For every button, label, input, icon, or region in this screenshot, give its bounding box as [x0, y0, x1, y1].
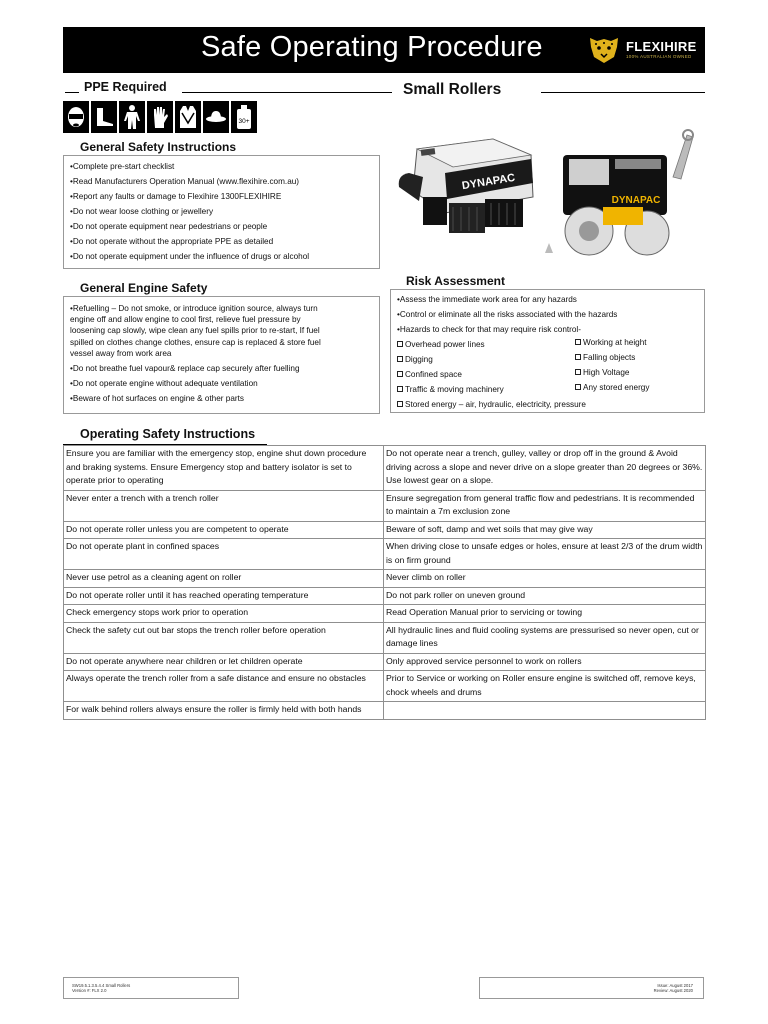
risk-item: •Hazards to check for that may require risk control-	[397, 325, 581, 334]
checkbox-icon	[575, 354, 581, 360]
leopard-head-icon	[587, 35, 621, 65]
face-shield-icon	[63, 101, 89, 133]
hazard-item: Falling objects	[575, 350, 649, 365]
equipment-rule	[541, 92, 705, 93]
table-row	[64, 539, 706, 570]
hazard-item: High Voltage	[575, 365, 649, 380]
table-row	[64, 490, 706, 521]
instruction-cell-left: Do not operate plant in confined spaces	[64, 539, 384, 570]
hazard-item: Digging	[397, 352, 586, 367]
table-row	[64, 605, 706, 623]
flexihire-logo	[581, 27, 705, 73]
document-code: SW19.5.1.3.5.4.4 Small Rollers	[72, 983, 131, 988]
instruction-cell-left: Never use petrol as a cleaning agent on roller	[64, 570, 384, 588]
safety-boots-icon	[91, 101, 117, 133]
instruction-cell-left: Do not operate roller until it has reached operating temperature	[64, 587, 384, 605]
footer-document-info	[63, 977, 239, 999]
footer-dates	[479, 977, 704, 999]
instruction-cell-right: Do not operate near a trench, gulley, valley or drop off in the ground & Avoid driving across a slope and never drive on a slope greater than 20 degrees or 36%. Use lowest gear on a slope.	[384, 446, 706, 491]
instruction-cell-right: When driving close to unsafe edges or holes, ensure at least 2/3 of the drum width is on firm ground	[384, 539, 706, 570]
checkbox-icon	[575, 369, 581, 375]
hazard-list-right	[575, 335, 649, 395]
walk-behind-roller-image	[545, 130, 693, 255]
general-safety-box	[63, 155, 380, 269]
gloves-icon	[147, 101, 173, 133]
engine-safety-box	[63, 296, 380, 414]
table-row	[64, 702, 706, 720]
instruction-cell-left: Check the safety cut out bar stops the trench roller before operation	[64, 622, 384, 653]
sunscreen-label: 30+	[238, 118, 250, 125]
refuelling-line: loosening cap slowly, wipe clean any fuel spills prior to re-start, If fuel	[70, 326, 320, 336]
instruction-cell-right: Never climb on roller	[384, 570, 706, 588]
instruction-cell-right	[384, 702, 706, 720]
instruction-cell-left: Always operate the trench roller from a safe distance and ensure no obstacles	[64, 671, 384, 702]
instruction-cell-right: Ensure segregation from general traffic flow and pedestrians. It is recommended to maintain a 7m exclusion zone	[384, 490, 706, 521]
checkbox-icon	[397, 371, 403, 377]
instruction-cell-right: Beware of soft, damp and wet soils that may give way	[384, 521, 706, 539]
page-title: Safe Operating Procedure	[201, 31, 543, 63]
sunscreen-icon	[231, 101, 257, 133]
refuelling-line: spilled on clothes change clothes, ensure cap is replaced & store fuel	[70, 337, 321, 347]
coveralls-icon	[119, 101, 145, 133]
refuelling-line: engine off and allow engine to cool first, relieve fuel pressure by	[70, 315, 301, 325]
table-row	[64, 653, 706, 671]
risk-item: •Control or eliminate all the risks associated with the hazards	[397, 310, 618, 319]
risk-title: Risk Assessment	[406, 274, 505, 288]
general-safety-item: •Do not operate without the appropriate PPE as detailed	[70, 237, 274, 246]
hi-vis-vest-icon	[175, 101, 201, 133]
hazard-item: Stored energy – air, hydraulic, electricity, pressure	[397, 397, 586, 412]
review-date: Review: August 2020	[653, 988, 693, 993]
ppe-icon-row	[63, 101, 257, 133]
issue-date: Issue: August 2017	[657, 983, 693, 988]
table-row	[64, 587, 706, 605]
refuelling-line: vessel away from work area	[70, 348, 172, 358]
checkbox-icon	[397, 401, 403, 407]
instruction-cell-left: Do not operate anywhere near children or let children operate	[64, 653, 384, 671]
operating-title: Operating Safety Instructions	[80, 427, 256, 441]
instruction-cell-left: For walk behind rollers always ensure the roller is firmly held with both hands	[64, 702, 384, 720]
risk-item: •Assess the immediate work area for any hazards	[397, 295, 577, 304]
hat-icon	[203, 101, 229, 133]
instruction-cell-right: Prior to Service or working on Roller ensure engine is switched off, remove keys, chock wheels and drums	[384, 671, 706, 702]
general-safety-item: •Complete pre-start checklist	[70, 162, 175, 171]
document-version: Version #: FLX 2.0	[72, 988, 107, 993]
trench-roller-brand: DYNAPAC	[461, 171, 516, 193]
hazard-item: Any stored energy	[575, 380, 649, 395]
instruction-cell-right: All hydraulic lines and fluid cooling systems are pressurised so never open, cut or damage lines	[384, 622, 706, 653]
checkbox-icon	[575, 384, 581, 390]
small-rollers-photo	[393, 127, 715, 270]
general-safety-item: •Do not wear loose clothing or jewellery	[70, 207, 214, 216]
checkbox-icon	[575, 339, 581, 345]
ppe-rule-left	[65, 92, 79, 93]
instruction-cell-right: Do not park roller on uneven ground	[384, 587, 706, 605]
walk-behind-roller-brand: DYNAPAC	[611, 195, 661, 206]
hazard-item: Working at height	[575, 335, 649, 350]
table-row	[64, 521, 706, 539]
ppe-title: PPE Required	[84, 80, 167, 94]
table-row	[64, 570, 706, 588]
refuelling-line: •Refuelling – Do not smoke, or introduce ignition source, always turn	[70, 304, 318, 313]
ppe-rule-right	[182, 92, 392, 93]
table-row	[64, 446, 706, 491]
hazard-list-left	[397, 337, 586, 412]
hazard-item: Traffic & moving machinery	[397, 382, 586, 397]
logo-tagline: 100% AUSTRALIAN OWNED	[626, 54, 692, 60]
checkbox-icon	[397, 386, 403, 392]
logo-name: FLEXIHIRE	[626, 39, 697, 55]
hazard-item: Overhead power lines	[397, 337, 586, 352]
engine-safety-item: •Do not breathe fuel vapour& replace cap securely after fuelling	[70, 364, 300, 374]
general-safety-item: •Do not operate equipment under the influence of drugs or alcohol	[70, 252, 310, 261]
engine-safety-item: •Do not operate engine without adequate ventilation	[70, 379, 258, 389]
instruction-cell-left: Do not operate roller unless you are competent to operate	[64, 521, 384, 539]
general-safety-item: •Read Manufacturers Operation Manual (www.flexihire.com.au)	[70, 177, 300, 186]
hazard-item: Confined space	[397, 367, 586, 382]
trench-roller-image	[399, 139, 533, 233]
engine-safety-title: General Engine Safety	[80, 281, 208, 295]
operating-instructions-table	[63, 445, 706, 720]
engine-safety-item: •Beware of hot surfaces on engine & other parts	[70, 394, 244, 404]
checkbox-icon	[397, 341, 403, 347]
equipment-title: Small Rollers	[403, 81, 502, 98]
instruction-cell-right: Only approved service personnel to work on rollers	[384, 653, 706, 671]
instruction-cell-right: Read Operation Manual prior to servicing or towing	[384, 605, 706, 623]
general-safety-item: •Do not operate equipment near pedestrians or people	[70, 222, 268, 231]
table-row	[64, 622, 706, 653]
general-safety-item: •Report any faults or damage to Flexihire 1300FLEXIHIRE	[70, 192, 282, 201]
checkbox-icon	[397, 356, 403, 362]
instruction-cell-left: Never enter a trench with a trench roller	[64, 490, 384, 521]
instruction-cell-left: Check emergency stops work prior to operation	[64, 605, 384, 623]
instruction-cell-left: Ensure you are familiar with the emergency stop, engine shut down procedure and braking systems. Ensure Emergency stop and battery isolator is set to operate prior to operating	[64, 446, 384, 491]
header-banner	[63, 27, 705, 73]
general-safety-title: General Safety Instructions	[80, 140, 237, 154]
table-row	[64, 671, 706, 702]
